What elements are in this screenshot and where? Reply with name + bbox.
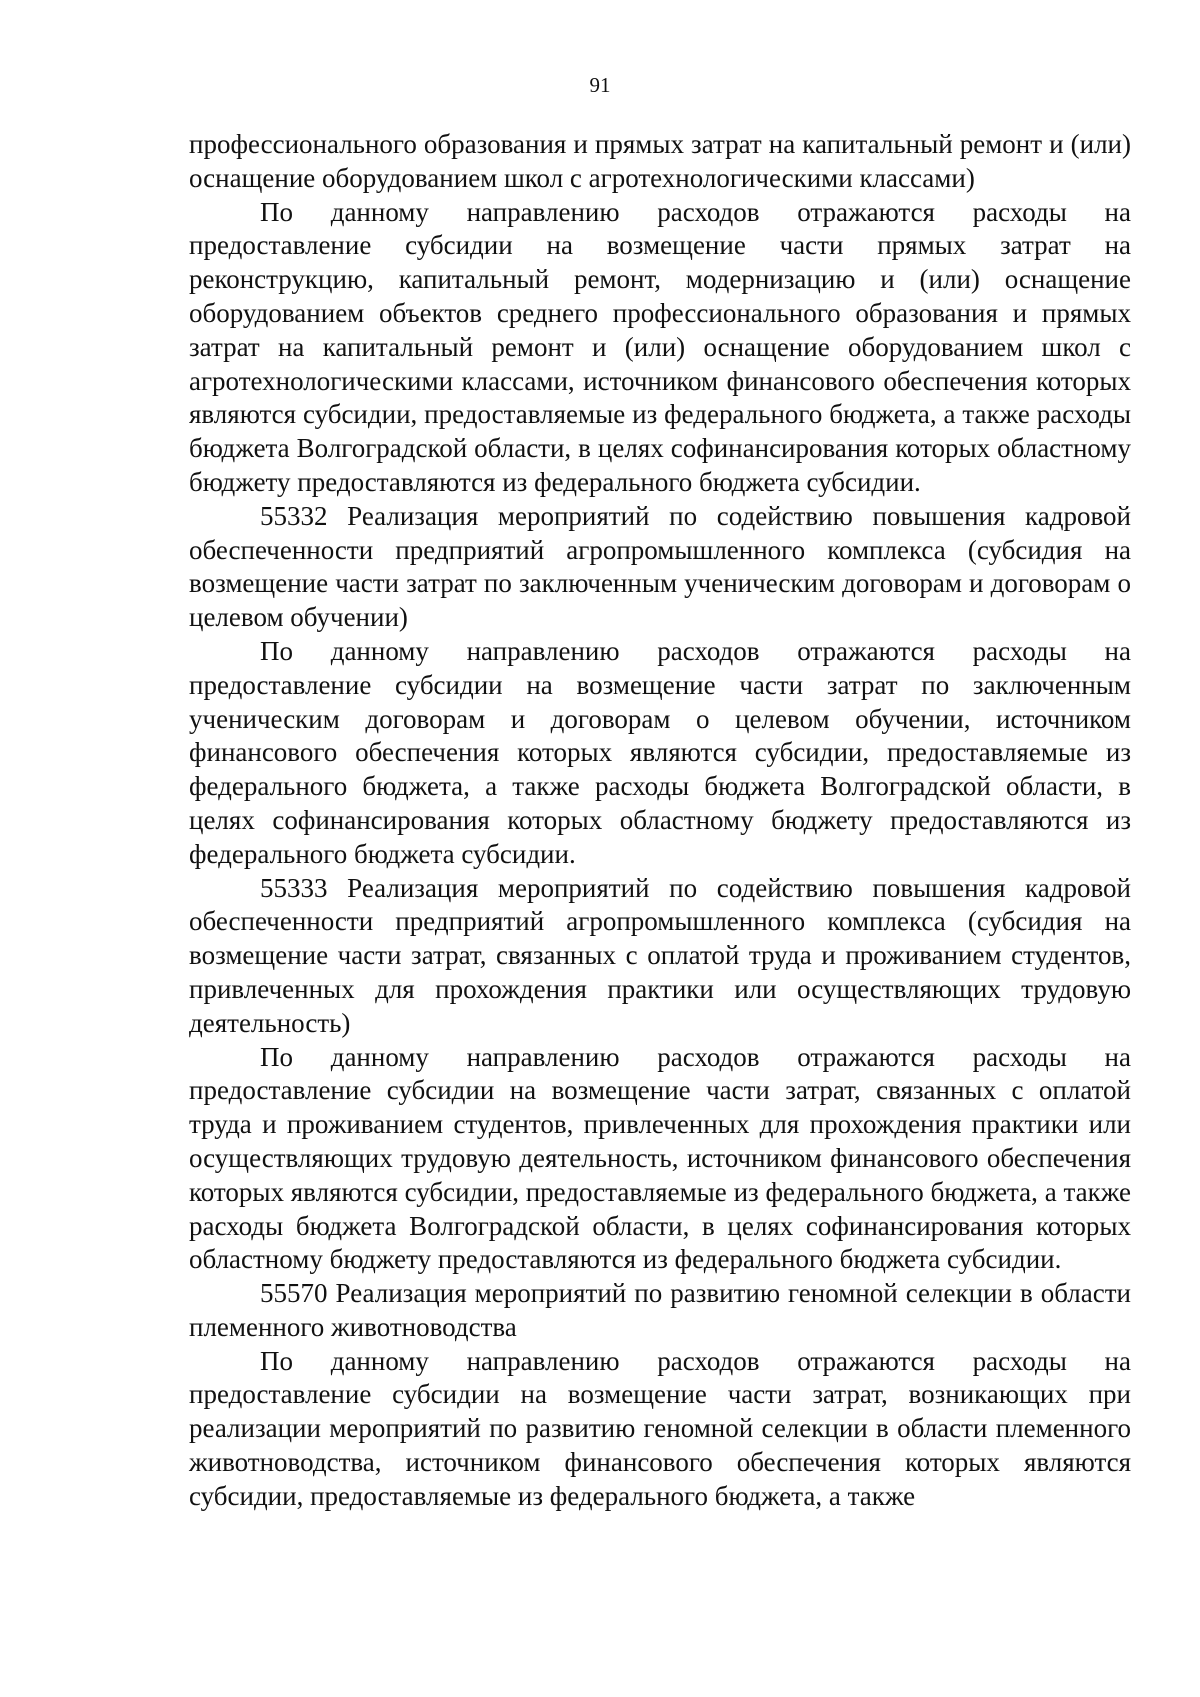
document-body (189, 128, 1131, 1514)
paragraph-heading-55332: 55332 Реализация мероприятий по содействию повышения кадровой обеспеченности предприятий агропромышленного комплекса (субсидия на возмещение части затрат по заключенным ученическим договорам и договорам о целевом обучении) (189, 500, 1131, 633)
paragraph-description: По данному направлению расходов отражаются расходы на предоставление субсидии на возмещение части затрат по заключенным ученическим договорам и договорам о целевом обучении, источником финансового обеспечения которых являются субсидии, предоставляемые из федерального бюджета, а также расходы бюджета Волгоградской области, в целях софинансирования которых областному бюджету предоставляются из федерального бюджета субсидии. (189, 635, 1131, 869)
paragraph-heading-55333: 55333 Реализация мероприятий по содействию повышения кадровой обеспеченности предприятий агропромышленного комплекса (субсидия на возмещение части затрат, связанных с оплатой труда и проживанием студентов, привлеченных для прохождения практики или осуществляющих трудовую деятельность) (189, 872, 1131, 1038)
paragraph-description: По данному направлению расходов отражаются расходы на предоставление субсидии на возмещение части затрат, связанных с оплатой труда и проживанием студентов, привлеченных для прохождения практики или осуществляющих трудовую деятельность, источником финансового обеспечения которых являются субсидии, предоставляемые из федерального бюджета, а также расходы бюджета Волгоградской области, в целях софинансирования которых областному бюджету предоставляются из федерального бюджета субсидии. (189, 1041, 1131, 1275)
paragraph-heading-55570: 55570 Реализация мероприятий по развитию геномной селекции в области племенного животноводства (189, 1278, 1131, 1342)
paragraph-description: По данному направлению расходов отражаются расходы на предоставление субсидии на возмещение части прямых затрат на реконструкцию, капитальный ремонт, модернизацию и (или) оснащение оборудованием объектов среднего профессионального образования и прямых затрат на капитальный ремонт и (или) оснащение оборудованием школ с агротехнологическими классами, источником финансового обеспечения которых являются субсидии, предоставляемые из федерального бюджета, а также расходы бюджета Волгоградской области, в целях софинансирования которых областному бюджету предоставляются из федерального бюджета субсидии. (189, 196, 1131, 497)
page-number: 91 (589, 73, 611, 97)
paragraph-description: По данному направлению расходов отражаются расходы на предоставление субсидии на возмещение части затрат, возникающих при реализации мероприятий по развитию геномной селекции в области племенного животноводства, источником финансового обеспечения которых являются субсидии, предоставляемые из федерального бюджета, а также (189, 1345, 1131, 1511)
paragraph-continuation: профессионального образования и прямых затрат на капитальный ремонт и (или) оснащение оборудованием школ с агротехнологическими классами) (189, 129, 1131, 193)
